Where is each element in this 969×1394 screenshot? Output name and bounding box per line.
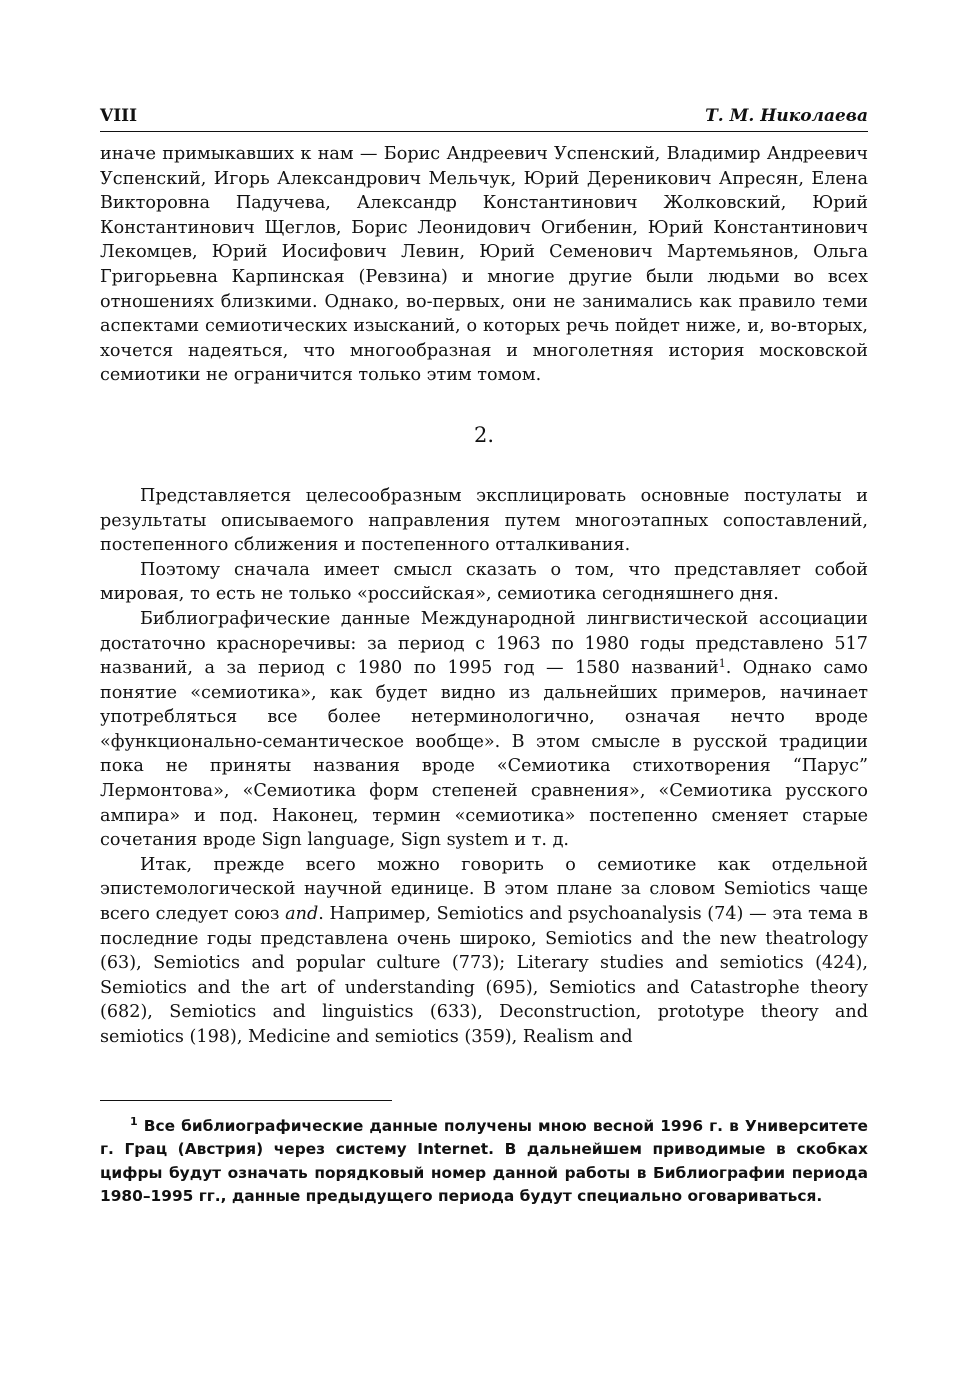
paragraph-text: Библиографические данные Международной лингвистической ассоциации достаточно красноречивы: за период с 1963 по 1980 годы представлено 517 названий, а за период с 1980 по 1995 год — 1580 названий <box>100 608 868 679</box>
page-number: VIII <box>100 106 138 126</box>
paragraph-text: . Например, Semiotics and psychoanalysis (74) — эта тема в последние годы представлена очень широко, Semiotics and the new theatrology (63), Semiotics and popular culture (773); Literary studies and semiotics (424), Semiotics and the art of understanding (695), Semiotics and Catastrophe theory (682), Semiotics and linguistics (633), Deconstruction, prototype theory and semiotics (198), Medicine and semiotics (359), Realism and <box>100 904 868 1047</box>
header-rule <box>100 131 868 132</box>
section-number: 2. <box>473 422 495 447</box>
footnote-marker: 1 <box>130 1114 138 1128</box>
running-head <box>100 104 868 128</box>
footnote-rule <box>100 1100 392 1101</box>
footnote-reference: 1 <box>718 657 726 671</box>
footnote-text: Все библиографические данные получены мною весной 1996 г. в Университете г. Грац (Австрия) через систему Internet. В дальнейшем приводимые в скобках цифры будут означать порядковый номер данной работы в Библиографии периода 1980–1995 гг., данные предыдущего периода будут специально оговариваться. <box>100 1116 868 1206</box>
paragraph-continued: иначе примыкавших к нам — Борис Андреевич Успенский, Владимир Андреевич Успенский, Игорь Александрович Мельчук, Юрий Дереникович Апресян, Елена Викторовна Падучева, Александр Константинович Жолковский, Юрий Константинович Щеглов, Борис Леонидович Огибенин, Юрий Константинович Лекомцев, Юрий Иосифович Левин, Юрий Семенович Мартемьянов, Ольга Григорьевна Карпинская (Ревзина) и многие другие были людьми во всех отношениях близкими. Однако, во-первых, они не занимались как правило теми аспектами семиотических изысканий, о которых речь пойдет ниже, и, во-вторых, хочется надеяться, что многообразная и многолетняя история московской семиотики не ограничится только этим томом. <box>100 144 868 386</box>
paragraph: Представляется целесообразным эксплицировать основные постулаты и результаты описываемого направления путем многоэтапных сопоставлений, постепенного сближения и постепенного отталкивания. <box>100 485 868 556</box>
paragraph-text: Итак, прежде всего можно говорить о семиотике как отдельной эпистемологической научной единице. В этом плане за словом Semiotics чаще всего следует союз <box>100 854 868 925</box>
book-page <box>100 104 868 1209</box>
paragraph-text: . Однако само понятие «семиотика», как будет видно из дальнейших примеров, начинает употребляться все более нетерминологично, означая нечто вроде «функционально-семантическое вообще». В этом смысле в русской традиции пока не приняты названия вроде «Семиотика стихотворения “Парус” Лермонтова», «Семиотика форм степеней сравнения», «Семиотика русского ампира» и под. Наконец, термин «семиотика» постепенно сменяет старые сочетания вроде Sign language, Sign system и т. д. <box>100 658 868 851</box>
paragraph <box>100 607 868 853</box>
paragraph: Поэтому сначала имеет смысл сказать о том, что представляет собой мировая, то есть не только «российская», семиотика сегодняшнего дня. <box>100 559 868 605</box>
italic-word: and <box>285 904 319 925</box>
running-head-author: Т. М. Николаева <box>705 106 868 126</box>
main-text <box>100 142 868 1050</box>
footnote <box>100 1115 868 1209</box>
paragraph <box>100 853 868 1050</box>
